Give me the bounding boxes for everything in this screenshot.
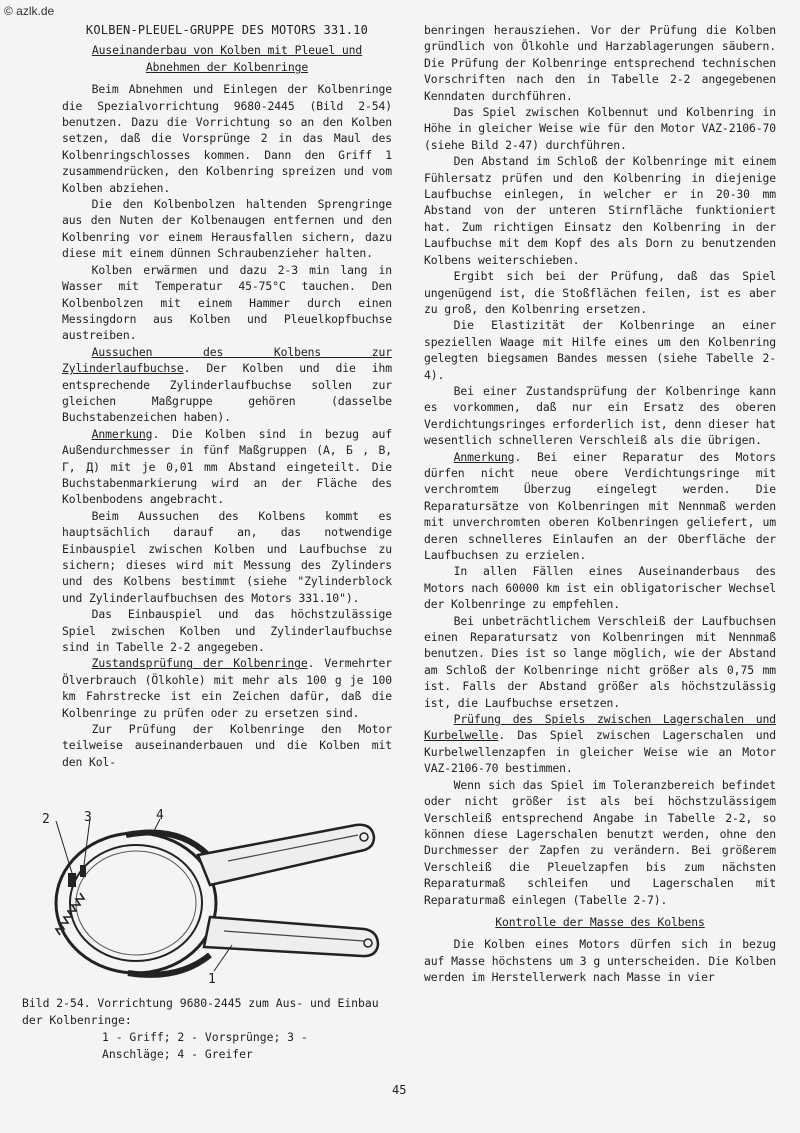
paragraph: Die Kolben eines Motors dürfen sich in bezug auf Masse höchstens um 3 g unterscheiden. Die Kolben werden im Herstellerwerk nach Masse in vier xyxy=(424,937,776,985)
subheading-line-2: Abnehmen der Kolbenringe xyxy=(145,59,309,74)
subheading-line-1: Auseinanderbau von Kolben mit Pleuel und xyxy=(91,43,363,58)
lower-handle xyxy=(204,917,378,956)
subheading xyxy=(62,42,392,75)
paragraph: Prüfung des Spiels zwischen Lagerschalen und Kurbelwelle. Das Spiel zwischen Lagerschalen und Kurbelwellenzapfen in gleicher Weise wie an Motor VAZ-2106-70 bestimmen. xyxy=(424,712,776,776)
paragraph: Das Spiel zwischen Kolbennut und Kolbenring in Höhe in gleicher Weise wie für den Motor VAZ-2106-70 (siehe Bild 2-47) durchführen. xyxy=(424,105,776,152)
paragraph: Das Einbauspiel und das höchstzulässige Spiel zwischen Kolben und Zylinderlaufbuchse sind in Tabelle 2-2 angegeben. xyxy=(62,607,392,655)
section-subheading: Kontrolle der Masse des Kolbens xyxy=(495,914,705,929)
upper-handle xyxy=(198,825,374,885)
paragraph: Wenn sich das Spiel im Toleranzbereich befindet oder nicht größer ist als bei höchstzulässigem Verschleiß entsprechend Angabe in Tabelle 2-2, so können diese Lagerschalen benutzt werden, ohne den Durchmesser der Zapfen zu verändern. Bei größerem Verschleiß die Pleuelzapfen bis zum nächsten Reparaturmaß schleifen und Lagerschalen mit Reparaturmaß einlegen (Tabelle 2-7). xyxy=(424,777,776,907)
right-column xyxy=(424,22,776,986)
left-column xyxy=(62,22,392,770)
piston-ring-outer xyxy=(56,833,216,973)
page-number: 45 xyxy=(392,1083,407,1097)
caption-title: Bild 2-54. Vorrichtung 9680-2445 zum Aus- und Einbau der Kolbenringe: xyxy=(22,996,379,1027)
paragraph: Aussuchen des Kolbens zur Zylinderlaufbuchse. Der Kolben und die ihm entsprechende Zylinderlaufbuchse sollen zur gleichen Maßgruppe gehören (dasselbe Buchstabenzeichen haben). xyxy=(62,344,392,425)
run-in-heading: Zustandsprüfung der Kolbenringe xyxy=(91,656,308,671)
watermark: © azlk.de xyxy=(4,4,55,18)
paragraph: Den Abstand im Schloß der Kolbenringe mit einem Fühlersatz prüfen und den Kolbenring in diejenige Laufbuchse einlegen, in welcher er in 20-30 mm Abstand von der unteren Stirnfläche funktioniert hat. Zum richtigen Einsatz den Kolbenring in der Laufbuchse mit dem Kopf des als Dorn zu benutzenden Kolbens weiterschieben. xyxy=(424,154,776,267)
figure-caption xyxy=(22,995,382,1063)
paragraph: Ergibt sich bei der Prüfung, daß das Spiel ungenügend ist, die Stoßflächen feilen, ist es aber zu groß, den Kolbenring ersetzen. xyxy=(424,269,776,316)
note-label: Anmerkung xyxy=(91,426,153,441)
paragraph: Beim Aussuchen des Kolbens kommt es hauptsächlich darauf an, das notwendige Einbauspiel zwischen Kolben und Laufbuchse zu sichern; dieses wird mit Messung des Zylinders und des Kolbens bestimmt (siehe "Zylinderblock und Zylinderlaufbuchsen des Motors 331.10"). xyxy=(62,508,392,605)
paragraph: Die Elastizität der Kolbenringe an einer speziellen Waage mit Hilfe eines um den Kolbenring gelegten biegsamen Bandes messen (siehe Tabelle 2-4). xyxy=(424,318,776,382)
paragraph: Bei unbeträchtlichem Verschleiß der Laufbuchsen einen Reparatursatz von Kolbenringen mit Nennmaß benutzen. Dies ist so lange möglich, wie der Abstand am Schloß der Kolbenringe nicht größer als 0,75 mm ist. Falls der Abstand größer als höchstzulässig ist, die Laufbuchse ersetzen. xyxy=(424,613,776,710)
paragraph: In allen Fällen eines Auseinanderbaus des Motors nach 60000 km ist ein obligatorischer Wechsel der Kolbenringe zu empfehlen. xyxy=(424,564,776,612)
piston-ring-inner xyxy=(70,845,202,961)
paragraph: Zur Prüfung der Kolbenringe den Motor teilweise auseinanderbauen und die Kolben mit den Kol- xyxy=(62,722,392,769)
note-paragraph: Anmerkung. Die Kolben sind in bezug auf Außendurchmesser in fünf Maßgruppen (А, Б , В, Г, Д) mit je 0,01 mm Abstand eingeteilt. Die Buchstabenmarkierung wird an der Fläche des Kolbenbodens angebracht. xyxy=(62,426,392,507)
run-in-heading: Prüfung des Spiels zwischen Lagerschalen und Kurbelwelle xyxy=(424,712,776,743)
paragraph: Beim Abnehmen und Einlegen der Kolbenringe die Spezialvorrichtung 9680-2445 (Bild 2-54) benutzen. Dazu die Vorrichtung so an den Kolben setzen, daß die Vorsprünge 2 in das Maul des Kolbenringschlosses kommen. Dann den Griff 1 zusammendrücken, den Kolbenring spreizen und vom Kolben abziehen. xyxy=(62,82,392,195)
figure-label-1: 1 xyxy=(208,972,216,987)
note-label: Anmerkung xyxy=(453,449,515,464)
figure-label-3: 3 xyxy=(84,810,92,825)
paragraph: Die den Kolbenbolzen haltenden Sprengringe aus den Nuten der Kolbenaugen entfernen und den Kolbenring vor einem Herausfallen sichern, dazu diese mit einem dünnen Schraubenzieher halten. xyxy=(62,197,392,261)
section-heading: KOLBEN-PLEUEL-GRUPPE DES MOTORS 331.10 xyxy=(85,23,369,37)
paragraph: Bei einer Zustandsprüfung der Kolbenringe kann es vorkommen, daß nur ein Ersatz des oberen Verdichtungsringes erforderlich ist, denn dieser hat wesentlich schnelleren Verschleiß als die übrigen. xyxy=(424,383,776,448)
paragraph: Kolben erwärmen und dazu 2-3 min lang in Wasser mit Temperatur 45-75°C tauchen. Den Kolbenbolzen mit einem Hammer durch einen Messingdorn aus Kolben und Pleuelkopfbuchse austreiben. xyxy=(62,262,392,343)
protrusion xyxy=(68,873,76,887)
figure-label-2: 2 xyxy=(42,812,50,827)
figure-label-4: 4 xyxy=(156,808,164,823)
caption-legend: 1 - Griff; 2 - Vorsprünge; 3 - Anschläge; 4 - Greifer xyxy=(102,1030,308,1061)
note-paragraph: Anmerkung. Bei einer Reparatur des Motors dürfen nicht neue obere Verdichtungsringe mit verchromtem Überzug eingelegt werden. Die Reparatursätze von Kolbenringen mit Nennmaß werden mit unverchromten oberen Kolbenringen geliefert, um deren schnelleres Einlaufen an der Oberfläche der Laufbuchsen zu erzielen. xyxy=(424,449,776,562)
paragraph: benringen herausziehen. Vor der Prüfung die Kolben gründlich von Ölkohle und Harzablagerungen säubern. Die Prüfung der Kolbenringe entsprechend technischen Vorschriften nach den in Tabelle 2-2 angegebenen Kenndaten durchführen. xyxy=(424,23,776,103)
paragraph: Zustandsprüfung der Kolbenringe. Vermehrter Ölverbrauch (Ölkohle) mit mehr als 100 g je 100 km Fahrstrecke ist ein Zeichen dafür, daß die Kolbenringe zu prüfen oder zu ersetzen sind. xyxy=(62,656,392,720)
piston-ring-tool-figure xyxy=(28,805,388,990)
run-in-heading: Aussuchen des Kolbens zur Zylinderlaufbuchse xyxy=(62,344,392,376)
